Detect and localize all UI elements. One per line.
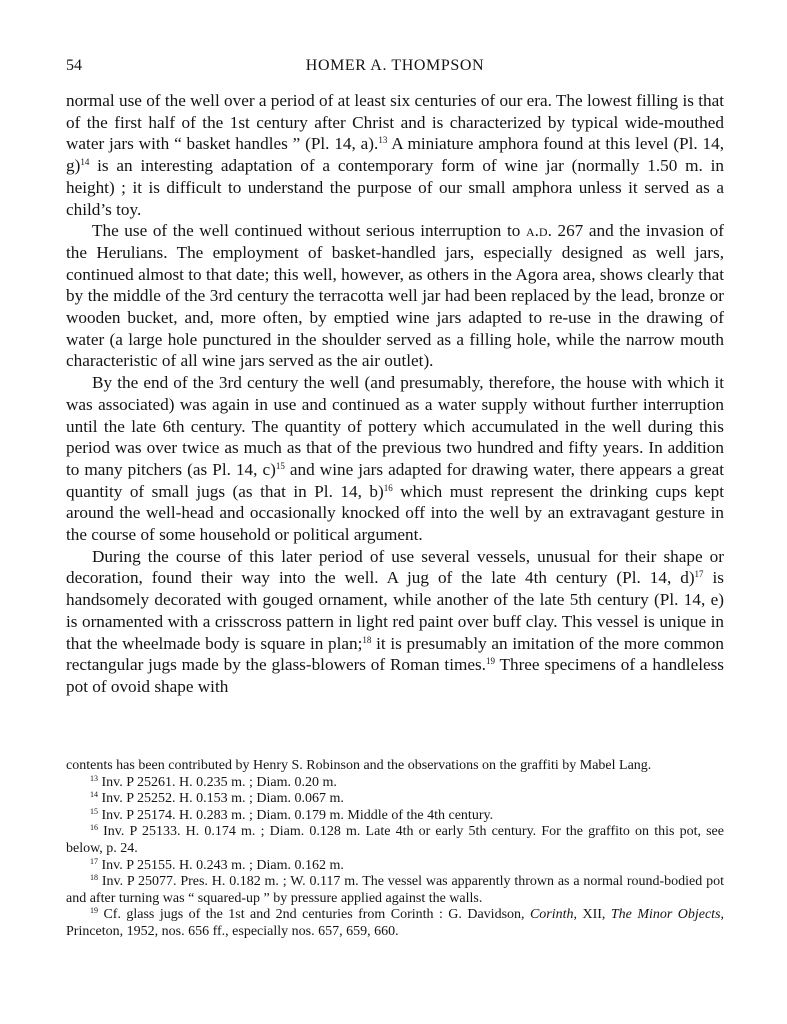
footnote-text: Inv. P 25261. H. 0.235 m. ; Diam. 0.20 m. xyxy=(98,774,337,790)
footnote-text: Inv. P 25252. H. 0.153 m. ; Diam. 0.067 m. xyxy=(98,791,344,807)
paragraph-text: which must represent the drinking cups kept around the well-head and occasionally knocked off into the well by an extravagant gesture in the course of some household or political argument. xyxy=(66,481,724,545)
footnote-14 xyxy=(66,791,724,808)
paragraph-3 xyxy=(66,372,724,546)
footnote-ref: 16 xyxy=(383,482,393,493)
paragraph-text: The use of the well continued without serious interruption to xyxy=(92,221,526,241)
footnote-ref: 17 xyxy=(694,569,704,580)
footnote-number: 15 xyxy=(90,806,98,816)
footnotes xyxy=(66,758,724,941)
paragraph-text: During the course of this later period of use several vessels, unusual for their shape or decoration, found their way into the well. A jug of the late 4th century (Pl. 14, d) xyxy=(66,546,724,588)
citation-title: Corinth xyxy=(529,907,574,923)
footnote-text: Inv. P 25155. H. 0.243 m. ; Diam. 0.162 m. xyxy=(98,857,344,873)
paragraph-text: is handsomely decorated with gouged ornament, while another of the late 5th century (Pl. 14, e) is ornamented with a crisscross pattern in light red paint over buff clay. This vessel is unique in that the wheelmade body is square in plan; xyxy=(66,568,724,653)
footnote-16 xyxy=(66,824,724,857)
footnote-18 xyxy=(66,874,724,907)
paragraph-2 xyxy=(66,220,724,372)
body-text xyxy=(66,90,724,698)
paragraph-text: 267 and the invasion of the Herulians. The employment of basket-handled jars, especially designed as well jars, continued almost to that date; this well, however, as others in the Agora area, shows clearly that by the middle of the 3rd century the terracotta well jar had been replaced by the lead, bronze or wooden bucket, and, more often, by emptied wine jars adapted to re-use in the drawing of water (a large hole punctured in the shoulder served as a filling hole, while the narrow mouth characteristic of all wine jars served as the air outlet). xyxy=(66,221,724,371)
footnote-text: Inv. P 25174. H. 0.283 m. ; Diam. 0.179 m. Middle of the 4th century. xyxy=(98,807,494,823)
footnote-number: 14 xyxy=(90,790,98,800)
footnote-text: , Princeton, 1952, nos. 656 ff., especially nos. 657, 659, 660. xyxy=(66,907,725,939)
footnote-19 xyxy=(66,907,724,940)
footnote-ref: 14 xyxy=(80,157,90,168)
footnote-text: , XII, xyxy=(573,907,611,923)
footnote-ref: 13 xyxy=(378,135,388,146)
footnote-text: Inv. P 25077. Pres. H. 0.182 m. ; W. 0.117 m. The vessel was apparently thrown as a normal round-bodied pot and after turning was “ squared-up ” by pressure applied against the walls. xyxy=(66,874,724,906)
footnote-number: 19 xyxy=(90,906,98,916)
footnote-continued: contents has been contributed by Henry S. Robinson and the observations on the graffiti by Mabel Lang. xyxy=(66,758,652,773)
page-header xyxy=(66,57,724,79)
paragraph-text: By the end of the 3rd century the well (and presumably, therefore, the house with which it was associated) was again in use and continued as a water supply without further interruption until the late 6th century. The quantity of pottery which accumulated in the well during this period was over twice as much as that of the previous two hundred and fifty years. In addition to many pitchers (as Pl. 14, c) xyxy=(66,373,724,479)
footnote-number: 17 xyxy=(90,856,98,866)
running-head: HOMER A. THOMPSON xyxy=(305,57,485,74)
citation-title: The Minor Objects xyxy=(610,907,721,923)
footnote-number: 18 xyxy=(90,873,98,883)
paragraph-text: Three specimens of a handleless pot of ovoid shape with xyxy=(66,655,724,696)
footnote-ref: 15 xyxy=(275,460,285,471)
footnote-ref: 19 xyxy=(485,656,495,667)
footnote-text: Inv. P 25133. H. 0.174 m. ; Diam. 0.128 m. Late 4th or early 5th century. For the graffito on this pot, see below, p. 24. xyxy=(66,824,724,856)
paragraph-text: A miniature amphora found at this level (Pl. 14, g) xyxy=(66,134,724,176)
paragraph-text: is an interesting adaptation of a contemporary form of wine jar (normally 1.50 m. in height) ; it is difficult to understand the purpose of our small amphora unless it served as a child’s toy. xyxy=(66,156,724,219)
footnote-number: 13 xyxy=(90,773,98,783)
footnote-ref: 18 xyxy=(362,634,372,645)
footnote-13 xyxy=(66,775,724,792)
paragraph-text: it is presumably an imitation of the more common rectangular jugs made by the glass-blowers of Roman times. xyxy=(66,633,724,675)
page-number: 54 xyxy=(66,57,82,74)
footnote-17 xyxy=(66,858,724,875)
footnote-number: 16 xyxy=(90,823,98,833)
paragraph-4 xyxy=(66,546,724,698)
era-abbreviation: a.d. xyxy=(525,221,552,241)
footnote-15 xyxy=(66,808,724,825)
paragraph-text: normal use of the well over a period of at least six centuries of our era. The lowest filling is that of the first half of the 1st century after Christ and is characterized by typical wide-mouthed water jars with “ basket handles ” (Pl. 14, a). xyxy=(66,91,724,154)
paragraph-text: and wine jars adapted for drawing water, there appears a great quantity of small jugs (as that in Pl. 14, b) xyxy=(66,459,724,501)
paragraph-1 xyxy=(66,90,724,220)
footnote-text: Cf. glass jugs of the 1st and 2nd centuries from Corinth : G. Davidson, xyxy=(98,907,530,923)
